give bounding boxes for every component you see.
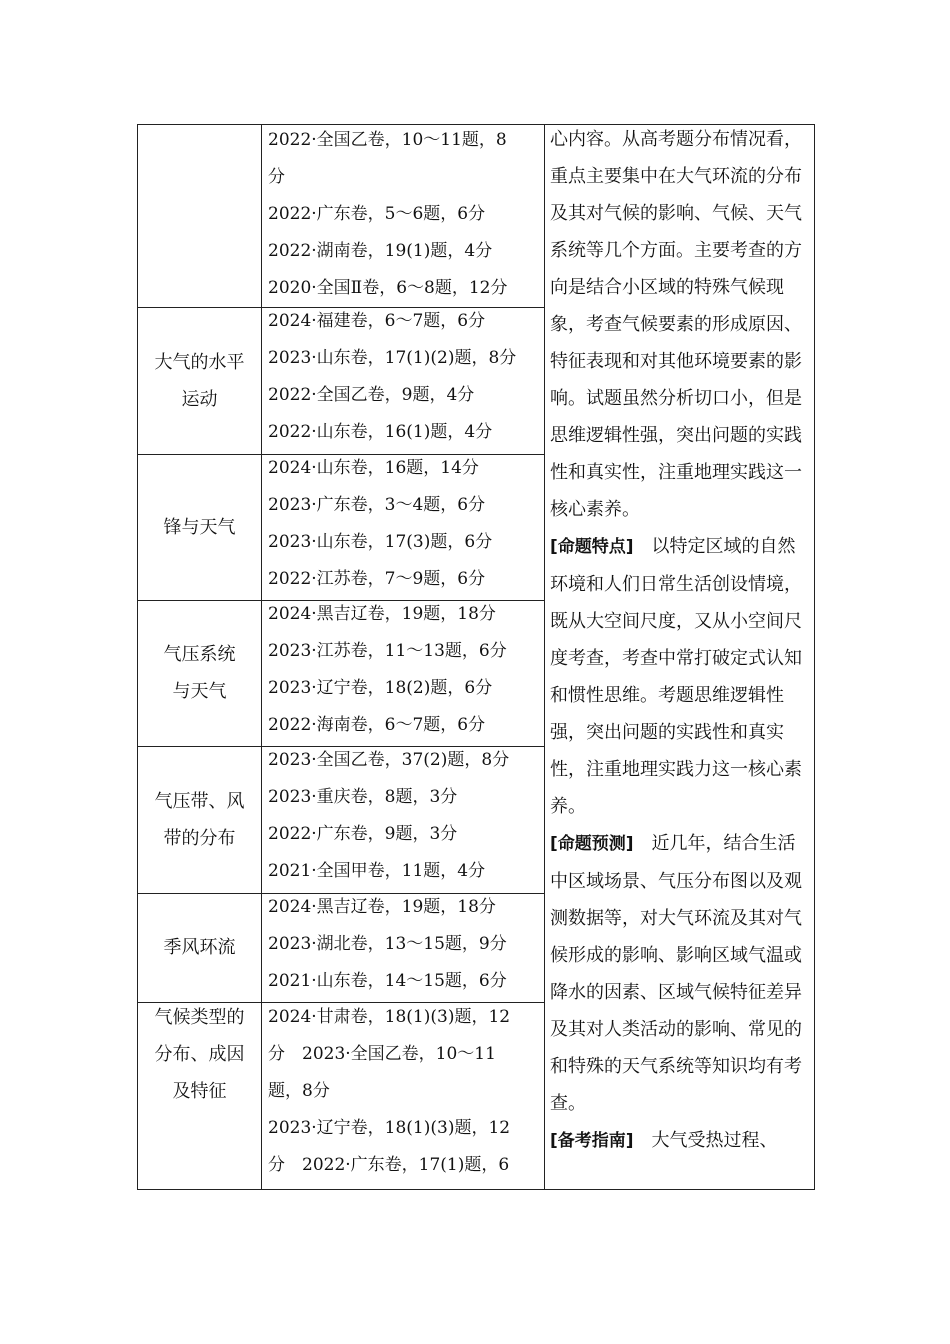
exam-item: 2024·福建卷，6～7题，6分 bbox=[268, 311, 486, 331]
column-divider bbox=[261, 125, 262, 1189]
exam-list bbox=[268, 303, 540, 451]
features-text: 以特定区域的自然环境和人们日常生活创设情境，既从大空间尺度，又从小空间尺度考查，考查中常打破定式认知和惯性思维。考题思维逻辑性强，突出问题的实践性和真实性，注重地理实践力这一核心素养。 bbox=[550, 536, 802, 817]
exam-item: 2024·山东卷，16题，14分 bbox=[268, 458, 479, 478]
exam-item: 2023·辽宁卷，18(2)题，6分 bbox=[268, 678, 493, 698]
topic-label: 锋与天气 bbox=[163, 516, 236, 538]
exam-item: 2022·山东卷，16(1)题，4分 bbox=[268, 422, 493, 442]
description-intro: 心内容。从高考题分布情况看，重点主要集中在大气环流的分布及其对气候的影响、气候、天气系统等几个方面。主要考查的方向是结合小区域的特殊气候现象，考查气候要素的形成原因、特征表现和对其他环境要素的影响。试题虽然分析切口小，但是思维逻辑性强，突出问题的实践性和真实性，注重地理实践这一核心素养。 bbox=[550, 129, 802, 520]
exam-item: 2020·全国Ⅱ卷，6～8题，12分 bbox=[268, 278, 508, 298]
exam-item: 2023·山东卷，17(3)题，6分 bbox=[268, 532, 493, 552]
description-features bbox=[550, 528, 810, 825]
forecast-text: 近几年，结合生活中区域场景、气压分布图以及观测数据等，对大气环流及其对气候形成的影响、影响区域气温或降水的因素、区域气候特征差异及其对人类活动的影响、常见的和特殊的天气系统等知识均有考查。 bbox=[550, 833, 802, 1114]
exam-list bbox=[268, 999, 540, 1184]
topic-label: 季风环流 bbox=[163, 937, 236, 958]
description-guide bbox=[550, 1122, 810, 1160]
exam-item: 2023·江苏卷，11～13题，6分 bbox=[268, 641, 507, 661]
exam-item: 2022·湖南卷，19(1)题，4分 bbox=[268, 241, 493, 261]
exam-item: 2023·广东卷，3～4题，6分 bbox=[268, 495, 486, 515]
exam-list bbox=[268, 122, 540, 307]
exam-list bbox=[268, 596, 540, 744]
exam-item: 2024·甘肃卷，18(1)(3)题，12分 2023·全国乙卷，10～11题，8分 bbox=[268, 1007, 511, 1101]
topic-label: 气压带、风带的分布 bbox=[154, 790, 245, 849]
topic-label: 气候类型的分布、成因及特征 bbox=[154, 1007, 245, 1102]
exam-item: 2022·全国乙卷，9题，4分 bbox=[268, 385, 475, 405]
topic-cell bbox=[138, 454, 261, 600]
column-divider bbox=[544, 125, 545, 1189]
exam-list bbox=[268, 450, 540, 598]
exam-item: 2022·广东卷，9题，3分 bbox=[268, 824, 458, 844]
exam-item: 2024·黑吉辽卷，19题，18分 bbox=[268, 897, 496, 917]
exam-item: 2023·全国乙卷，37(2)题，8分 bbox=[268, 750, 510, 770]
topic-cell bbox=[138, 307, 261, 454]
forecast-tag: [命题预测] bbox=[550, 834, 634, 854]
exam-item: 2023·山东卷，17(1)(2)题，8分 bbox=[268, 348, 517, 368]
topic-cell bbox=[138, 893, 261, 1002]
exam-item: 2022·广东卷，5～6题，6分 bbox=[268, 204, 486, 224]
exam-item: 2022·江苏卷，7～9题，6分 bbox=[268, 569, 486, 589]
topic-cell bbox=[138, 999, 261, 1189]
description-forecast bbox=[550, 825, 810, 1122]
topic-cell bbox=[138, 125, 261, 307]
guide-tag: [备考指南] bbox=[550, 1131, 634, 1151]
topic-cell bbox=[138, 746, 261, 893]
features-tag: [命题特点] bbox=[550, 537, 634, 557]
exam-item: 2022·海南卷，6～7题，6分 bbox=[268, 715, 486, 735]
exam-table bbox=[137, 124, 815, 1190]
exam-item: 2023·辽宁卷，18(1)(3)题，12分 2022·广东卷，17(1)题，6 bbox=[268, 1118, 511, 1175]
topic-label: 大气的水平运动 bbox=[154, 351, 245, 410]
exam-item: 2023·湖北卷，13～15题，9分 bbox=[268, 934, 507, 954]
description-cell bbox=[550, 121, 810, 1160]
exam-item: 2024·黑吉辽卷，19题，18分 bbox=[268, 604, 496, 624]
exam-list bbox=[268, 742, 540, 890]
exam-item: 2021·山东卷，14～15题，6分 bbox=[268, 971, 507, 991]
exam-item: 2023·重庆卷，8题，3分 bbox=[268, 787, 458, 807]
topic-label: 气压系统与天气 bbox=[163, 644, 236, 702]
topic-cell bbox=[138, 600, 261, 746]
guide-text: 大气受热过程、 bbox=[651, 1130, 778, 1151]
exam-list bbox=[268, 889, 540, 1000]
exam-item: 2022·全国乙卷，10～11题，8分 bbox=[268, 130, 507, 187]
exam-item: 2021·全国甲卷，11题，4分 bbox=[268, 861, 486, 881]
